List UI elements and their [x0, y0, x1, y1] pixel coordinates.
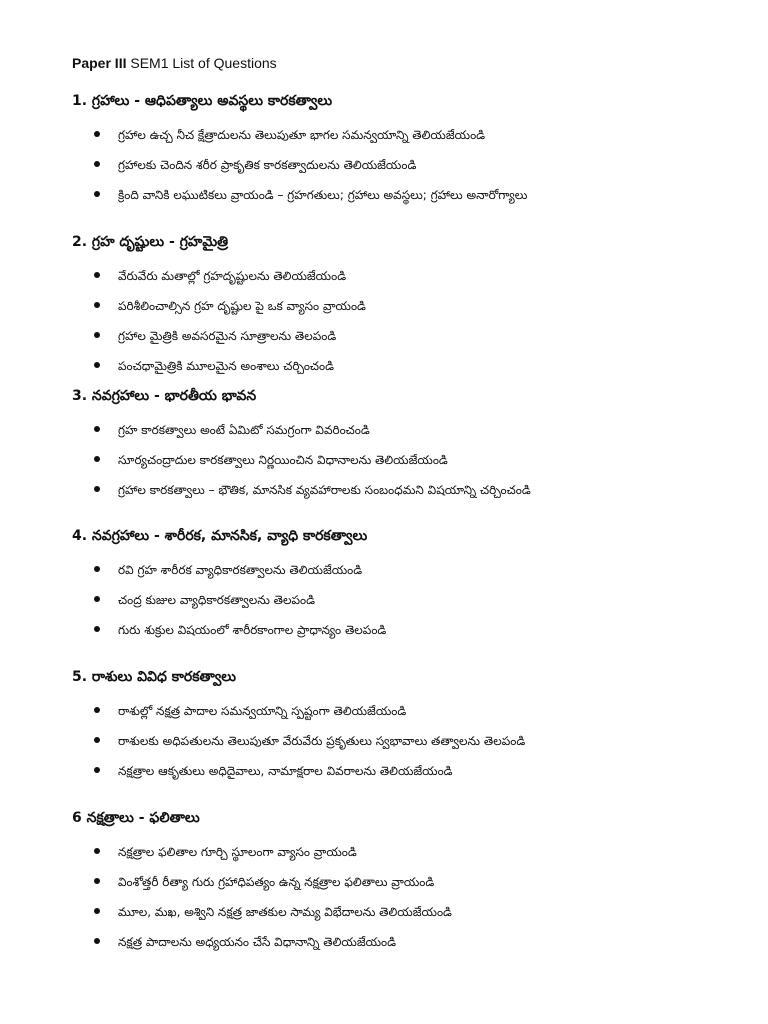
section-4: [72, 528, 742, 637]
question-text: చంద్ర కుజుల వ్యాధికారకత్వాలను తెలపండి: [118, 593, 316, 607]
bullet-icon: [94, 707, 100, 713]
list-item: [72, 562, 742, 582]
document-title: [72, 54, 277, 72]
question-text: సూర్యచంద్రాదుల కారకత్వాలు నిర్ణయించిన విధానాలను తెలియజేయండి: [118, 453, 448, 467]
bullet-icon: [94, 596, 100, 602]
bullet-icon: [94, 767, 100, 773]
section-heading: 6 నక్షత్రాలు - ఫలితాలు: [72, 810, 200, 826]
section-heading: 4. నవగ్రహాలు - శారీరక, మానసిక, వ్యాధి కారకత్వాలు: [72, 528, 368, 544]
title-rest: SEM1 List of Questions: [126, 55, 277, 71]
question-text: గ్రహాల మైత్రికి అవసరమైన సూత్రాలను తెలపండి: [118, 329, 337, 343]
question-text: వేరువేరు మతాల్లో గ్రహదృష్టులను తెలియజేయండి: [118, 269, 347, 283]
bullet-icon: [94, 161, 100, 167]
bullet-icon: [94, 878, 100, 884]
question-text: నక్షత్ర పాదాలను అధ్యయనం చేసే విధానాన్ని తెలియజేయండి: [118, 935, 396, 949]
section-1: [72, 93, 742, 202]
list-item: [72, 157, 742, 177]
list-item: [72, 733, 742, 753]
list-item: [72, 358, 742, 378]
section-heading: 3. నవగ్రహాలు - భారతీయ భావన: [72, 388, 257, 404]
question-text: క్రింది వానికి లఘుటికలు వ్రాయండి – గ్రహగతులు; గ్రహాలు అవస్థలు; గ్రహాలు అనారోగ్యాలు: [118, 188, 528, 202]
list-item: [72, 874, 742, 894]
list-item: [72, 268, 742, 288]
bullet-icon: [94, 737, 100, 743]
question-text: గ్రహాలకు చెందిన శరీర ప్రాకృతిక కారకత్వాదులను తెలియజేయండి: [118, 158, 417, 172]
list-item: [72, 187, 742, 207]
question-text: పంచధామైత్రికి మూలమైన అంశాలు చర్చించండి: [118, 359, 334, 373]
section-heading: 5. రాశులు వివిధ కారకత్వాలు: [72, 669, 236, 685]
bullet-icon: [94, 426, 100, 432]
bullet-icon: [94, 486, 100, 492]
bullet-icon: [94, 848, 100, 854]
list-item: [72, 844, 742, 864]
bullet-icon: [94, 908, 100, 914]
section-heading: 2. గ్రహ దృష్టులు - గ్రహమైత్రి: [72, 234, 229, 250]
question-text: గురు శుక్రుల విషయంలో శారీరకాంగాల ప్రాధాన్యం తెలపండి: [118, 623, 387, 637]
question-text: రాశుల్లో నక్షత్ర పాదాల సమన్వయాన్ని స్పష్టంగా తెలియజేయండి: [118, 704, 407, 718]
bullet-icon: [94, 456, 100, 462]
list-item: [72, 703, 742, 723]
question-text: పరిశీలించాల్సిన గ్రహ దృష్టుల పై ఒక వ్యాసం వ్రాయండి: [118, 299, 366, 313]
list-item: [72, 904, 742, 924]
list-item: [72, 422, 742, 442]
question-text: గ్రహాల కారకత్వాలు – భౌతిక, మానసిక వ్యవహారాలకు సంబంధమని విషయాన్ని చర్చించండి: [118, 483, 531, 497]
bullet-icon: [94, 272, 100, 278]
list-item: [72, 592, 742, 612]
bullet-icon: [94, 191, 100, 197]
section-5: [72, 669, 742, 778]
list-item: [72, 482, 742, 502]
question-text: వింశోత్తరీ రీత్యా గురు గ్రహాధిపత్యం ఉన్న నక్షత్రాల ఫలితాలు వ్రాయండి: [118, 875, 435, 889]
bullet-icon: [94, 938, 100, 944]
question-text: గ్రహాల ఉచ్చ నీచ క్షేత్రాదులను తెలుపుతూ భాగల సమన్వయాన్ని తెలియజేయండి: [118, 128, 486, 142]
list-item: [72, 328, 742, 348]
bullet-icon: [94, 302, 100, 308]
bullet-icon: [94, 626, 100, 632]
paper-label: Paper III: [72, 55, 127, 71]
list-item: [72, 934, 742, 954]
section-heading: 1. గ్రహాలు - ఆధిపత్యాలు అవస్థలు కారకత్వాలు: [72, 93, 333, 109]
section-3: [72, 388, 742, 497]
question-text: గ్రహ కారకత్వాలు అంటే ఏమిటో సమగ్రంగా వివరించండి: [118, 423, 370, 437]
section-6: [72, 810, 742, 949]
list-item: [72, 298, 742, 318]
question-text: నక్షత్రాల ఆకృతులు అధిదైవాలు, నామాక్షరాల వివరాలను తెలియజేయండి: [118, 764, 453, 778]
list-item: [72, 763, 742, 783]
list-item: [72, 127, 742, 147]
question-text: రాశులకు అధిపతులను తెలుపుతూ వేరువేరు ప్రకృతులు స్వభావాలు తత్వాలను తెలపండి: [118, 734, 526, 748]
bullet-icon: [94, 566, 100, 572]
bullet-icon: [94, 332, 100, 338]
question-text: రవి గ్రహ శారీరక వ్యాధికారకత్వాలను తెలియజేయండి: [118, 563, 363, 577]
bullet-icon: [94, 131, 100, 137]
question-text: మూల, మఖ, అశ్విని నక్షత్ర జాతకుల సామ్య విభేదాలను తెలియజేయండి: [118, 905, 452, 919]
section-2: [72, 234, 742, 373]
bullet-icon: [94, 362, 100, 368]
list-item: [72, 622, 742, 642]
list-item: [72, 452, 742, 472]
question-text: నక్షత్రాల ఫలితాల గూర్చి స్థూలంగా వ్యాసం వ్రాయండి: [118, 845, 357, 859]
